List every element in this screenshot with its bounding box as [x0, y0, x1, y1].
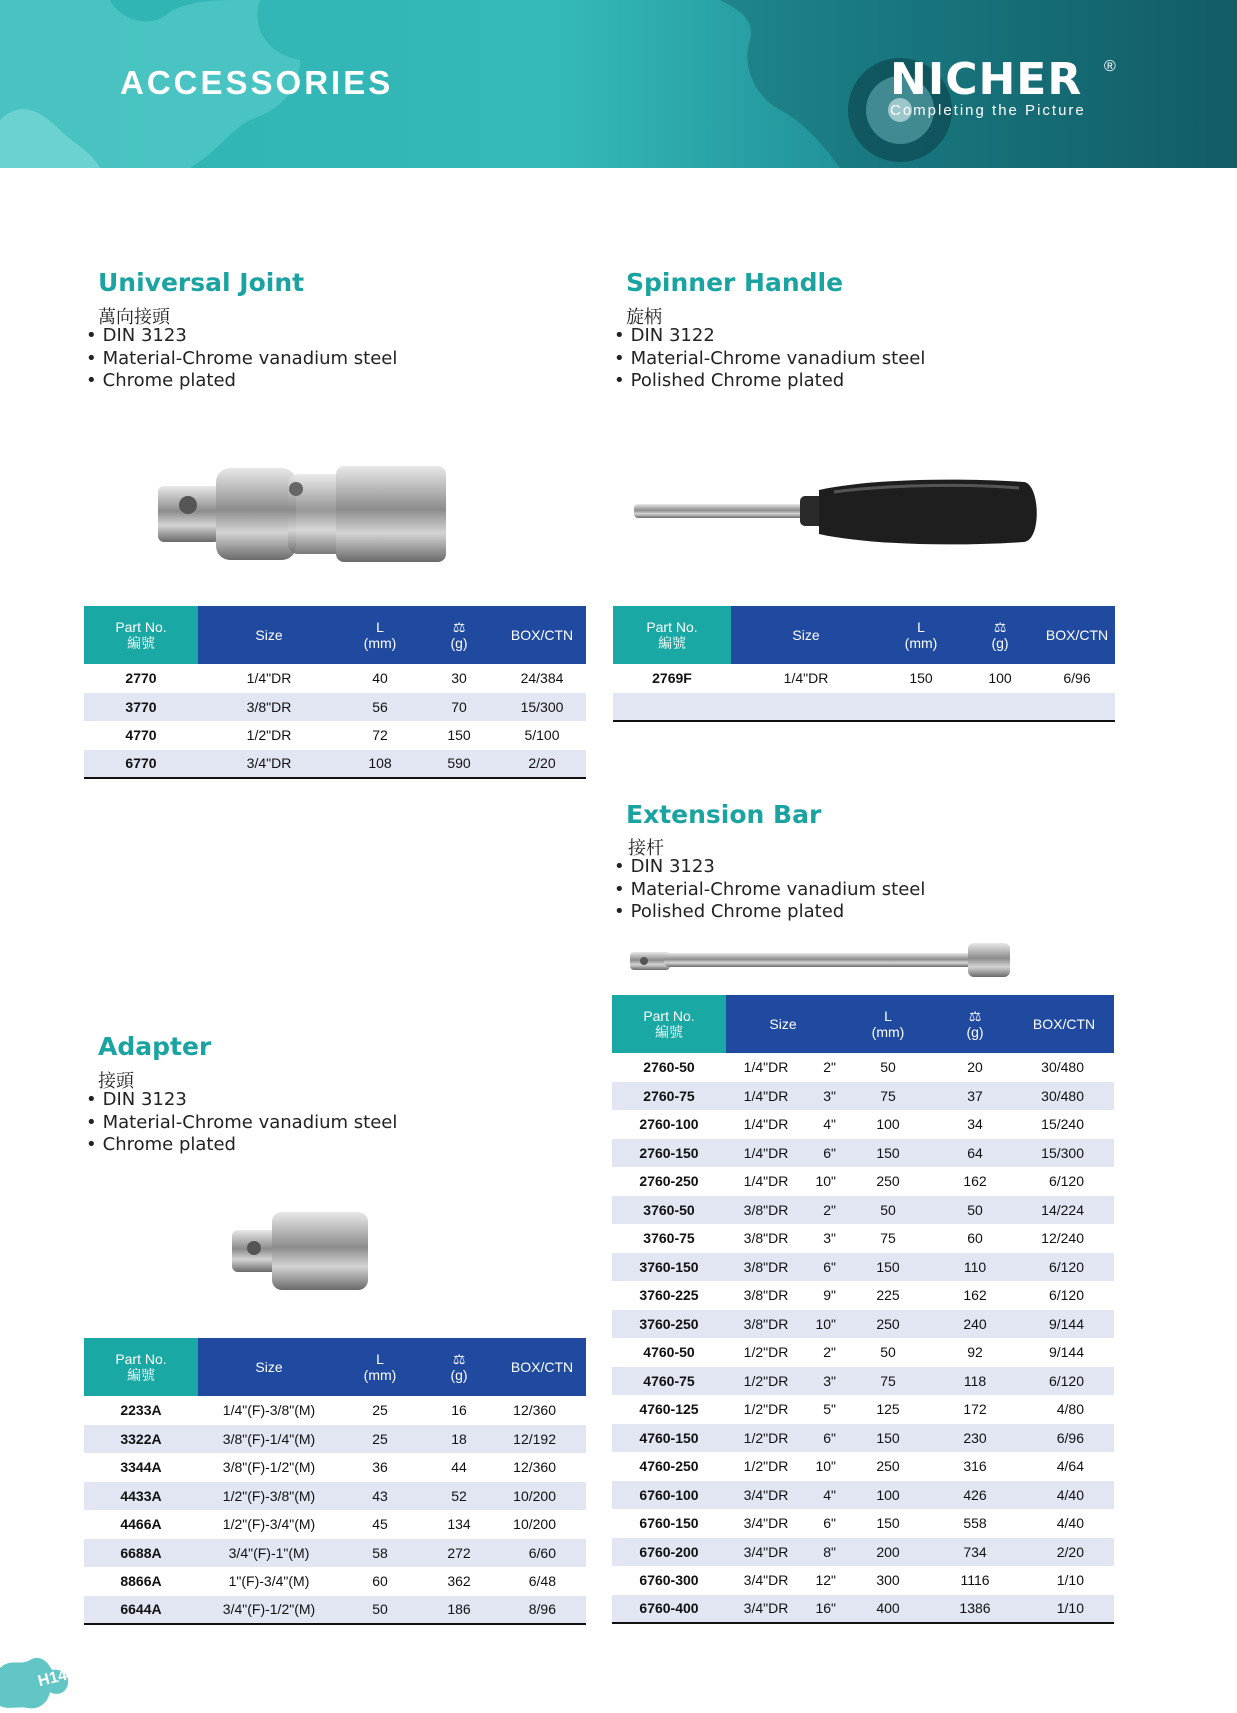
table-row: 3344A 3/8"(F)-1/2"(M) 36 44 12/360 — [120, 1459, 556, 1476]
universal-joint-image — [156, 460, 452, 568]
spec-item: • DIN 3123 — [86, 325, 397, 348]
spinner-handle-specs — [614, 325, 925, 393]
table-row: 3760-75 3/8"DR 3" 75 60 12/240 — [643, 1230, 1084, 1247]
col-length: L (mm) — [340, 606, 420, 664]
col-part-no: Part No. 編號 — [613, 606, 731, 664]
brand-logo — [890, 54, 1116, 119]
universal-joint-specs — [86, 325, 397, 393]
table-row: 4433A 1/2"(F)-3/8"(M) 43 52 10/200 — [84, 1482, 586, 1511]
table-row: 6644A 3/4"(F)-1/2"(M) 50 186 8/96 — [84, 1596, 586, 1625]
spec-item: • Material-Chrome vanadium steel — [614, 879, 925, 902]
page-number: H14 — [36, 1666, 69, 1691]
table-row: 6760-300 3/4"DR 12" 300 1116 1/10 — [639, 1572, 1084, 1589]
universal-joint-title: Universal Joint — [98, 268, 305, 297]
table-row: 8866A 1"(F)-3/4"(M) 60 362 6/48 — [120, 1573, 556, 1590]
brand-tagline: Completing the Picture — [890, 102, 1086, 119]
col-box: BOX/CTN — [1014, 995, 1114, 1053]
table-row: 4466A 1/2"(F)-3/4"(M) 45 134 10/200 — [120, 1516, 556, 1533]
table-row: 6770 3/4"DR 108 590 2/20 — [84, 750, 586, 779]
col-length: L (mm) — [340, 1338, 420, 1396]
spinner-handle-subtitle: 旋柄 — [626, 307, 662, 328]
universal-joint-subtitle: 萬向接頭 — [98, 307, 170, 328]
spec-item: • Material-Chrome vanadium steel — [86, 348, 397, 371]
table-row: 4760-50 1/2"DR 2" 50 92 9/144 — [643, 1344, 1084, 1361]
col-part-no: Part No. 編號 — [612, 995, 726, 1053]
spinner-handle-title: Spinner Handle — [626, 268, 844, 297]
spec-item: • Material-Chrome vanadium steel — [86, 1112, 397, 1135]
header-banner — [0, 0, 1237, 168]
table-row: 3760-50 3/8"DR 2" 50 50 14/224 — [612, 1196, 1114, 1225]
table-row: 6688A 3/4"(F)-1"(M) 58 272 6/60 — [84, 1539, 586, 1568]
table-row: 4760-125 1/2"DR 5" 125 172 4/80 — [639, 1401, 1084, 1418]
table-row: 4760-250 1/2"DR 10" 250 316 4/64 — [639, 1458, 1084, 1475]
table-row: 6760-100 3/4"DR 4" 100 426 4/40 — [612, 1481, 1114, 1510]
table-row: 3760-225 3/8"DR 9" 225 162 6/120 — [639, 1287, 1084, 1304]
brand-name: NICHER — [890, 54, 1083, 105]
col-size: Size — [731, 606, 881, 664]
table-row: 4760-150 1/2"DR 6" 150 230 6/96 — [612, 1424, 1114, 1453]
table-row: 4760-75 1/2"DR 3" 75 118 6/120 — [612, 1367, 1114, 1396]
col-part-no: Part No. 編號 — [84, 1338, 198, 1396]
col-weight: ⚖ (g) — [420, 606, 498, 664]
col-weight: ⚖ (g) — [961, 606, 1039, 664]
table-row: 2760-250 1/4"DR 10" 250 162 6/120 — [639, 1173, 1084, 1190]
universal-joint-table — [84, 606, 586, 779]
scale-icon: ⚖ — [452, 619, 466, 635]
col-size: Size — [198, 1338, 340, 1396]
adapter-table — [84, 1338, 586, 1625]
spinner-handle-table — [613, 606, 1115, 722]
table-row: 3770 3/8"DR 56 70 15/300 — [84, 693, 586, 722]
spec-item: • Material-Chrome vanadium steel — [614, 348, 925, 371]
table-row: 6760-150 3/4"DR 6" 150 558 4/40 — [639, 1515, 1084, 1532]
table-row: 3760-250 3/8"DR 10" 250 240 9/144 — [612, 1310, 1114, 1339]
col-part-no: Part No. 編號 — [84, 606, 198, 664]
table-row: 3760-150 3/8"DR 6" 150 110 6/120 — [612, 1253, 1114, 1282]
table-row: 2769F 1/4"DR 150 100 6/96 — [652, 670, 1091, 687]
table-header-row — [84, 606, 586, 664]
col-size: Size — [726, 995, 840, 1053]
col-box: BOX/CTN — [498, 1338, 586, 1396]
spec-item: • DIN 3123 — [614, 856, 925, 879]
table-row: 6760-400 3/4"DR 16" 400 1386 1/10 — [612, 1595, 1114, 1624]
registered-mark: ® — [1104, 58, 1116, 75]
table-row: 4770 1/2"DR 72 150 5/100 — [125, 727, 560, 744]
adapter-title: Adapter — [98, 1032, 212, 1061]
table-row: 2233A 1/4"(F)-3/8"(M) 25 16 12/360 — [120, 1402, 556, 1419]
extension-bar-subtitle: 接杆 — [628, 838, 664, 859]
page-title: ACCESSORIES — [120, 64, 394, 101]
col-box: BOX/CTN — [498, 606, 586, 664]
extension-bar-image — [628, 940, 1012, 980]
table-row: 3322A 3/8"(F)-1/4"(M) 25 18 12/192 — [84, 1425, 586, 1454]
spec-item: • DIN 3122 — [614, 325, 925, 348]
spec-item: • Chrome plated — [86, 1134, 397, 1157]
col-weight: ⚖ (g) — [420, 1338, 498, 1396]
table-row: 2760-150 1/4"DR 6" 150 64 15/300 — [612, 1139, 1114, 1168]
col-length: L (mm) — [881, 606, 961, 664]
adapter-image — [230, 1208, 370, 1294]
table-header-row — [84, 1338, 586, 1396]
extension-bar-table — [612, 995, 1114, 1624]
table-row: 2770 1/4"DR 40 30 24/384 — [125, 670, 564, 687]
table-row — [613, 693, 1115, 722]
spec-item: • Polished Chrome plated — [614, 370, 925, 393]
spinner-handle-image — [634, 474, 1042, 550]
col-weight: ⚖ (g) — [936, 995, 1014, 1053]
table-row: 2760-50 1/4"DR 2" 50 20 30/480 — [643, 1059, 1084, 1076]
scale-icon: ⚖ — [993, 619, 1007, 635]
adapter-subtitle: 接頭 — [98, 1071, 134, 1092]
scale-icon: ⚖ — [452, 1351, 466, 1367]
table-row: 2760-75 1/4"DR 3" 75 37 30/480 — [612, 1082, 1114, 1111]
table-row: 2760-100 1/4"DR 4" 100 34 15/240 — [639, 1116, 1084, 1133]
spec-item: • DIN 3123 — [86, 1089, 397, 1112]
spec-item: • Chrome plated — [86, 370, 397, 393]
spec-item: • Polished Chrome plated — [614, 901, 925, 924]
extension-bar-title: Extension Bar — [626, 800, 822, 829]
table-header-row — [613, 606, 1115, 664]
col-size: Size — [198, 606, 340, 664]
table-header-row — [612, 995, 1114, 1053]
table-row: 6760-200 3/4"DR 8" 200 734 2/20 — [612, 1538, 1114, 1567]
adapter-specs — [86, 1089, 397, 1157]
scale-icon: ⚖ — [968, 1008, 982, 1024]
extension-bar-specs — [614, 856, 925, 924]
col-length: L (mm) — [840, 995, 936, 1053]
col-box: BOX/CTN — [1039, 606, 1115, 664]
